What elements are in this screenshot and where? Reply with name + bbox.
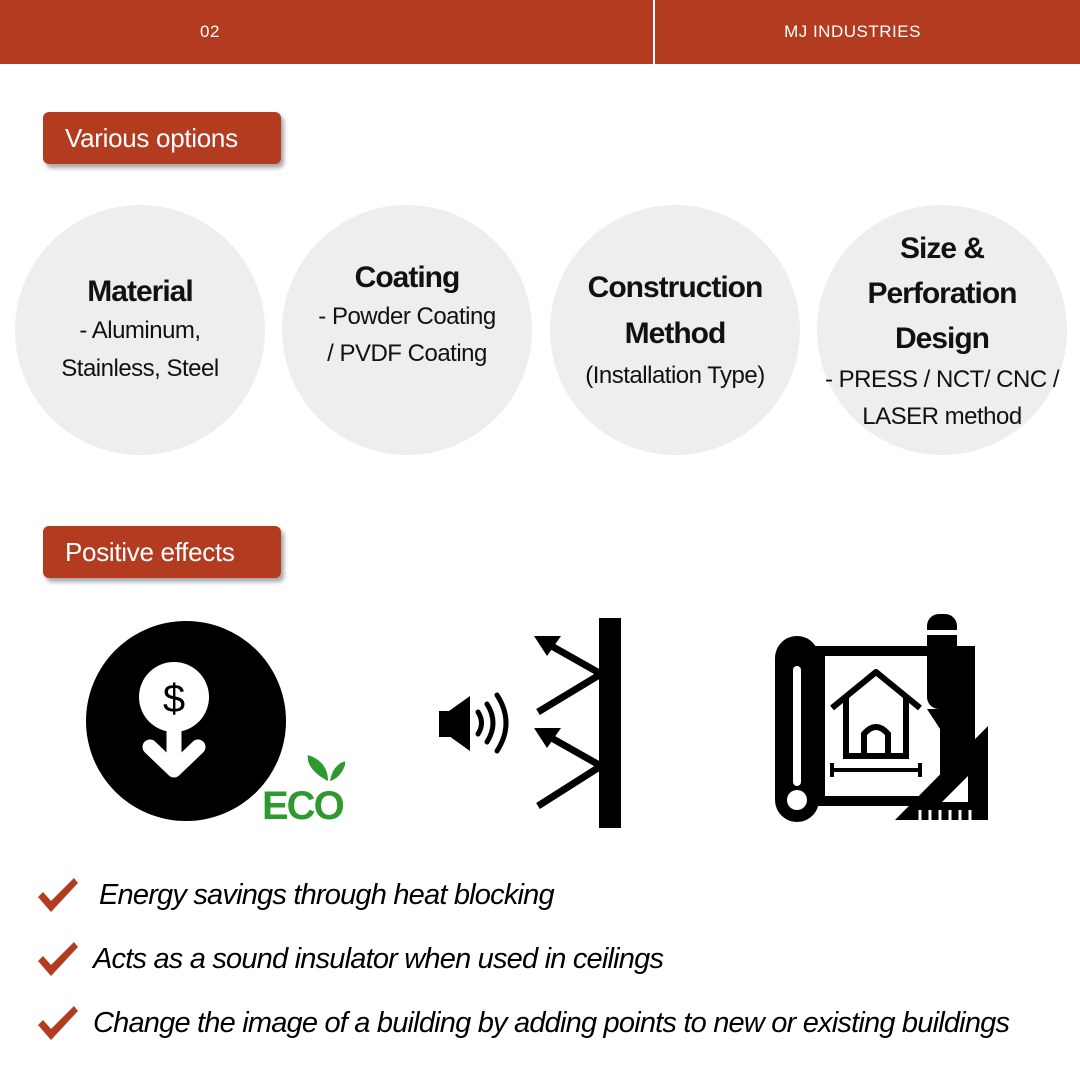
option-title: Perforation Design xyxy=(867,276,1017,355)
option-construction-method xyxy=(550,205,800,455)
benefit-text: Change the image of a building by adding points to new or existing buildings xyxy=(93,1006,1010,1039)
benefit-item xyxy=(35,998,1009,1048)
benefit-text: Acts as a sound insulator when used in ceilings xyxy=(93,942,664,975)
option-title: Construction xyxy=(587,271,763,304)
option-size-perforation xyxy=(817,205,1067,455)
option-detail: - Powder Coating xyxy=(318,303,496,330)
option-detail: / PVDF Coating xyxy=(327,340,487,367)
eco-label: ECO xyxy=(262,784,343,828)
option-detail: (Installation Type) xyxy=(585,362,765,389)
benefit-text: Energy savings through heat blocking xyxy=(99,878,554,911)
various-options-tag: Various options xyxy=(43,112,281,164)
option-title: Material xyxy=(87,275,193,308)
header-divider xyxy=(653,0,655,64)
checkmark-icon xyxy=(35,939,79,979)
option-title: Size & xyxy=(899,231,985,265)
brand-name: MJ INDUSTRIES xyxy=(784,22,921,41)
sound-reflection-icon xyxy=(430,610,630,835)
blueprint-house-icon xyxy=(770,608,995,830)
option-detail: - Aluminum, xyxy=(79,317,201,344)
option-material xyxy=(15,205,265,455)
option-coating xyxy=(282,205,532,455)
dollar-down-eco-icon xyxy=(80,615,345,835)
header-bar xyxy=(0,0,1080,64)
option-title: Coating xyxy=(354,261,460,294)
option-detail: Stainless, Steel xyxy=(61,355,219,382)
benefit-item xyxy=(35,934,663,984)
checkmark-icon xyxy=(35,875,79,915)
page-number: 02 xyxy=(200,22,220,41)
benefit-item xyxy=(35,870,554,920)
option-detail: LASER method xyxy=(862,402,1022,430)
option-detail: - PRESS / NCT/ CNC / xyxy=(824,365,1060,393)
option-title: Method xyxy=(624,317,726,350)
positive-effects-tag: Positive effects xyxy=(43,526,281,578)
svg-text:$: $ xyxy=(162,677,186,721)
checkmark-icon xyxy=(35,1003,79,1043)
